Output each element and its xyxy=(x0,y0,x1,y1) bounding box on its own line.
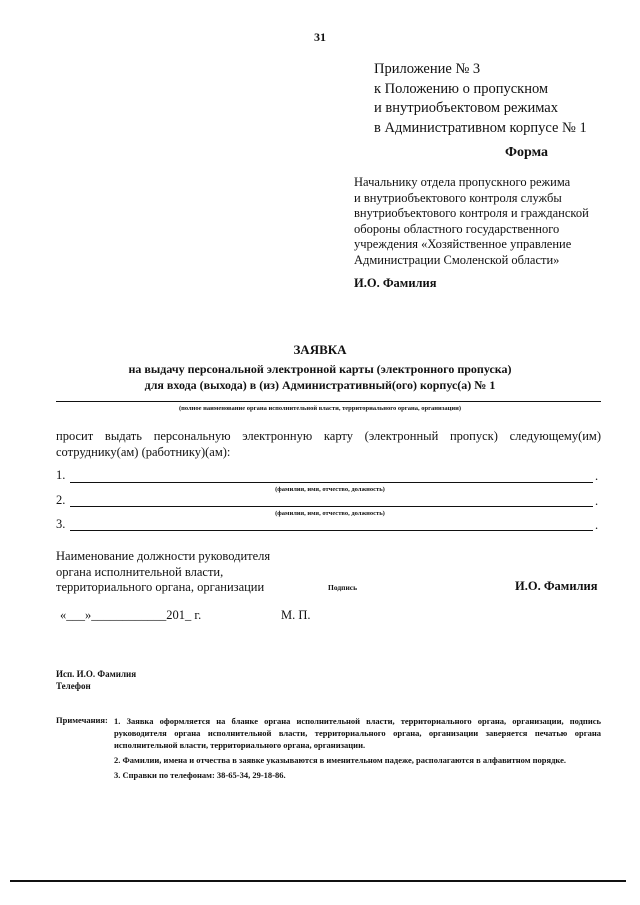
document-subtitle xyxy=(0,362,640,393)
executor-name: Исп. И.О. Фамилия xyxy=(56,669,137,679)
bottom-rule xyxy=(10,880,626,882)
form-label: Форма xyxy=(505,145,549,160)
line-end: . xyxy=(595,518,599,532)
note-item: 3. Справки по телефонам: 38-65-34, 29-18-86. xyxy=(114,770,286,780)
appendix-line: к Положению о пропускном xyxy=(374,80,549,97)
organ-name-line[interactable] xyxy=(56,401,601,402)
stamp-place: М. П. xyxy=(281,608,311,622)
notes-label: Примечания: xyxy=(56,715,108,725)
addressee-signature: И.О. Фамилия xyxy=(354,276,437,290)
request-text: просит выдать персональную электронную карту (электронный пропуск) следующему(им) сотруднику(ам) (работнику)(ам): xyxy=(56,429,601,459)
employee-number: 1. xyxy=(56,468,66,482)
addressee-line: Начальнику отдела пропускного режима xyxy=(354,175,571,189)
employee-caption: (фамилия, имя, отчество, должность) xyxy=(275,510,385,517)
addressee-line: учреждения «Хозяйственное управление xyxy=(354,237,572,251)
employee-line-3[interactable] xyxy=(70,530,593,531)
head-signature: И.О. Фамилия xyxy=(515,579,598,593)
head-position-line: территориального органа, организации xyxy=(56,580,265,594)
note-item: 1. Заявка оформляется на бланке органа исполнительной власти, территориального органа, организации, подпись руководителя органа исполнительной власти, территориального органа, организации заверяется печатью органа исполнительной власти, территориального органа, организации. xyxy=(114,716,601,750)
notes-list xyxy=(114,715,601,784)
note-item: 2. Фамилии, имена и отчества в заявке указываются в именительном падеже, располагаются в алфавитном порядке. xyxy=(114,755,566,765)
date-field[interactable]: «___»____________201_ г. xyxy=(60,608,202,622)
appendix-line: в Административном корпусе № 1 xyxy=(374,119,587,136)
head-position-line: органа исполнительной власти, xyxy=(56,564,224,579)
employee-line-1[interactable] xyxy=(70,482,593,483)
employee-number: 2. xyxy=(56,493,66,507)
appendix-line: Приложение № 3 xyxy=(374,61,481,77)
signature-label: Подпись xyxy=(328,583,358,592)
line-end: . xyxy=(595,494,599,508)
employee-caption: (фамилия, имя, отчество, должность) xyxy=(275,486,385,493)
addressee-line: внутриобъектового контроля и гражданской xyxy=(354,206,589,220)
line-end: . xyxy=(595,469,599,483)
head-position-block xyxy=(56,549,270,596)
subtitle-line: для входа (выхода) в (из) Административный(ого) корпус(а) № 1 xyxy=(144,377,496,392)
addressee-line: и внутриобъектового контроля службы xyxy=(354,190,562,205)
executor-block xyxy=(56,668,136,692)
employee-line-2[interactable] xyxy=(70,506,593,507)
addressee-line: Администрации Смоленской области» xyxy=(354,252,560,267)
appendix-line: и внутриобъектовом режимах xyxy=(374,100,558,116)
head-position-line: Наименование должности руководителя xyxy=(56,549,271,563)
addressee-block xyxy=(354,175,589,268)
document-title: ЗАЯВКА xyxy=(293,342,347,357)
subtitle-line: на выдачу персональной электронной карты (электронного пропуска) xyxy=(128,362,512,376)
employee-number: 3. xyxy=(56,517,66,531)
organ-name-caption: (полное наименование органа исполнительной власти, территориального органа, организации) xyxy=(178,405,462,412)
page-number: 31 xyxy=(314,30,326,44)
addressee-line: обороны областного государственного xyxy=(354,221,560,236)
appendix-block xyxy=(374,60,587,138)
executor-phone: Телефон xyxy=(56,681,91,691)
